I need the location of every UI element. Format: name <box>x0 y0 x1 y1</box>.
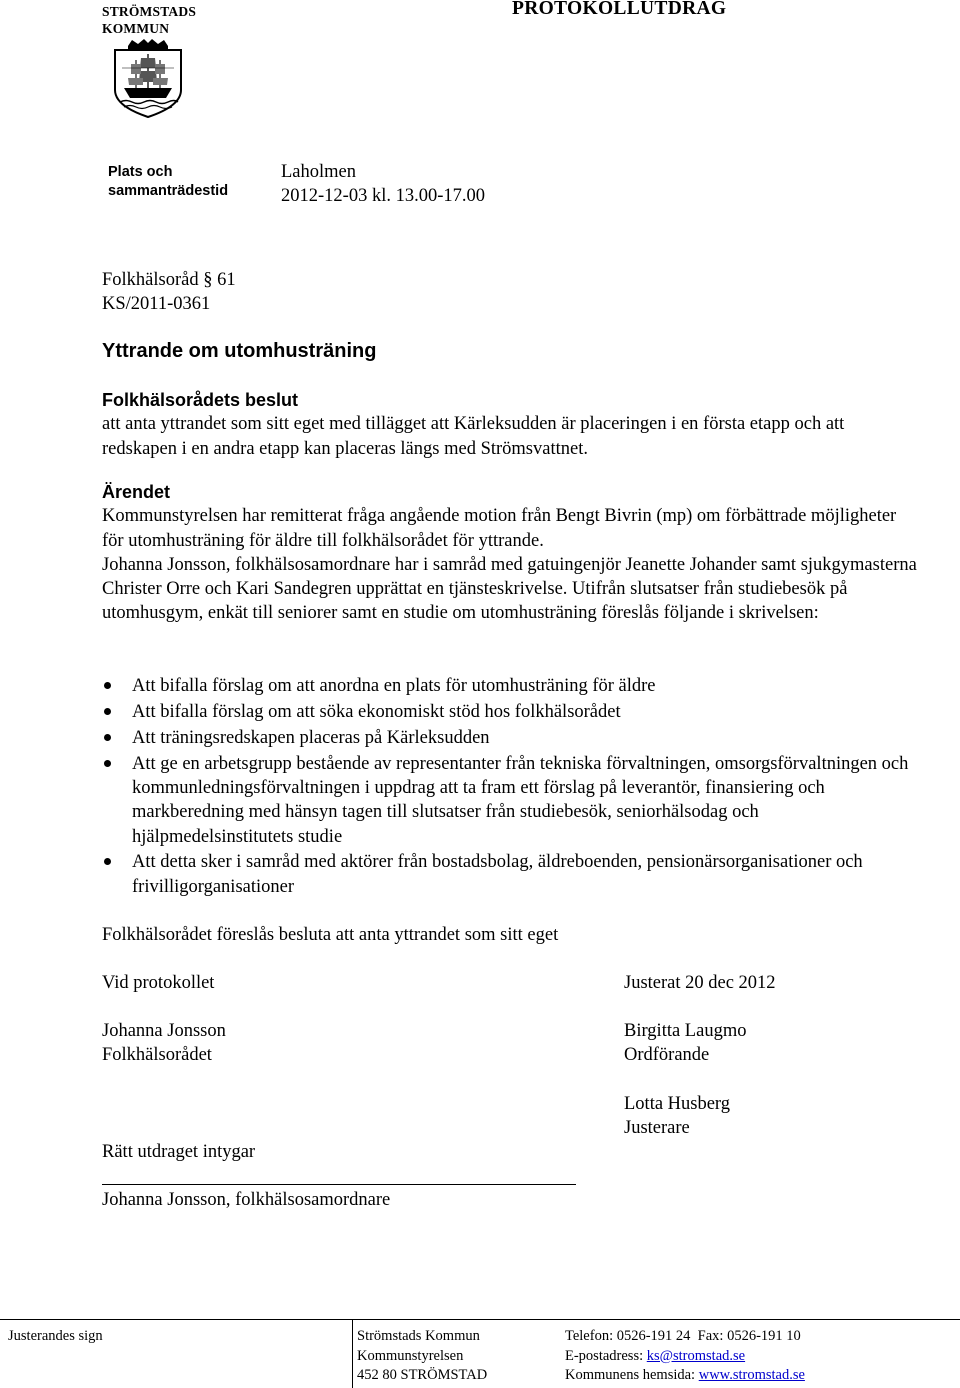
signature-line <box>102 1184 576 1185</box>
certify-label: Rätt utdraget intygar <box>102 1142 256 1162</box>
proposal-text: Folkhälsorådet föreslås besluta att anta yttrandet som sitt eget <box>102 925 559 945</box>
case-identifiers <box>102 268 236 317</box>
bullet-icon <box>104 858 111 865</box>
chair-role: Ordförande <box>624 1045 710 1066</box>
municipality-crest-icon <box>108 38 188 118</box>
footer-email-row <box>565 1347 805 1367</box>
case-title: Yttrande om utomhusträning <box>102 340 377 362</box>
org-name-line1: STRÖMSTADS <box>102 4 197 19</box>
footer-address-line2: Kommunstyrelsen <box>357 1347 464 1364</box>
meeting-place: Laholmen <box>281 162 357 182</box>
secretary-signature <box>102 1019 226 1068</box>
org-name-line2: KOMMUN <box>102 21 170 36</box>
secretary-org: Folkhälsorådet <box>102 1045 212 1066</box>
list-item: Att bifalla förslag om att söka ekonomiskt stöd hos folkhälsorådet <box>102 700 922 724</box>
footer-sign-label: Justerandes sign <box>8 1328 103 1344</box>
meeting-datetime: 2012-12-03 kl. 13.00-17.00 <box>281 186 485 207</box>
bullet-icon <box>104 734 111 741</box>
list-item: Att bifalla förslag om att anordna en plats för utomhusträning för äldre <box>102 674 922 698</box>
list-item: Att träningsredskapen placeras på Kärleksudden <box>102 726 922 750</box>
footer-address-line3: 452 80 STRÖMSTAD <box>357 1367 488 1383</box>
footer-column-divider <box>352 1320 353 1388</box>
bullet-icon <box>104 708 111 715</box>
footer-web-row <box>565 1366 805 1386</box>
footer-email-link[interactable]: ks@stromstad.se <box>646 1347 746 1364</box>
adjuster-signature <box>624 1092 730 1141</box>
chair-signature <box>624 1019 746 1068</box>
footer-divider <box>0 1319 960 1320</box>
chair-name: Birgitta Laugmo <box>624 1021 747 1041</box>
matter-section <box>102 480 922 626</box>
meeting-label-line1: Plats och <box>108 164 173 180</box>
adjusted-label: Justerat 20 dec 2012 <box>624 973 776 993</box>
adjuster-name: Lotta Husberg <box>624 1094 731 1114</box>
list-item: Att detta sker i samråd med aktörer från bostadsbolag, äldreboenden, pensionärsorganisationer och frivilligorganisationer <box>102 850 922 899</box>
decision-section <box>102 388 882 461</box>
footer-address <box>357 1327 487 1386</box>
footer-email-label: E-postadress: <box>565 1347 647 1364</box>
case-section: Folkhälsoråd § 61 <box>102 270 236 290</box>
matter-heading: Ärendet <box>102 482 171 502</box>
bullet-icon <box>104 760 111 767</box>
decision-heading: Folkhälsorådets beslut <box>102 390 299 410</box>
meeting-label-line2: sammanträdestid <box>108 182 229 199</box>
adjuster-role: Justerare <box>624 1118 690 1139</box>
footer-phone: Telefon: 0526-191 24 Fax: 0526-191 10 <box>565 1328 801 1344</box>
footer-web-link[interactable]: www.stromstad.se <box>698 1367 805 1383</box>
case-reference: KS/2011-0361 <box>102 294 211 315</box>
certifier-name: Johanna Jonsson, folkhälsosamordnare <box>102 1190 391 1210</box>
matter-paragraph-2: Johanna Jonsson, folkhälsosamordnare har i samråd med gatuingenjör Jeanette Johander samt sjukgymasterna Christer Orre och Kari Sandegren upprättat en tjänsteskrivelse. Utifrån slutsatser från studiebesök på utomhusgym, enkät till seniorer samt en studie om utomhusträning föreslås följande i skrivelsen: <box>102 554 917 624</box>
decision-text: att anta yttrandet som sitt eget med tillägget att Kärleksudden är placeringen i en första etapp och att redskapen i en andra etapp kan placeras längs med Strömsvattnet. <box>102 414 845 459</box>
meeting-info <box>281 160 485 209</box>
proposal-list <box>102 674 922 901</box>
meeting-label <box>108 163 228 200</box>
list-item: Att ge en arbetsgrupp bestående av representanter från tekniska förvaltningen, omsorgsförvaltningen och kommunledningsförvaltningen i uppdrag att ta fram ett förslag på leverantör, finansiering och markberedning med hänsyn tagen till slutsatser från studiebesök, seniorhälsodag och hjälpmedelsinstitutets studie <box>102 752 922 849</box>
footer-contact <box>565 1327 805 1386</box>
footer-address-line1: Strömstads Kommun <box>357 1328 480 1344</box>
footer-web-label: Kommunens hemsida: <box>565 1367 699 1383</box>
protocol-label: Vid protokollet <box>102 973 215 993</box>
secretary-name: Johanna Jonsson <box>102 1021 226 1041</box>
bullet-icon <box>104 682 111 689</box>
matter-paragraph-1: Kommunstyrelsen har remitterat fråga angående motion från Bengt Bivrin (mp) om förbättrade möjligheter för utomhusträning för äldre till folkhälsorådet för yttrande. <box>102 506 897 551</box>
document-type-title: PROTOKOLLUTDRAG <box>512 0 727 19</box>
org-name <box>102 3 196 37</box>
